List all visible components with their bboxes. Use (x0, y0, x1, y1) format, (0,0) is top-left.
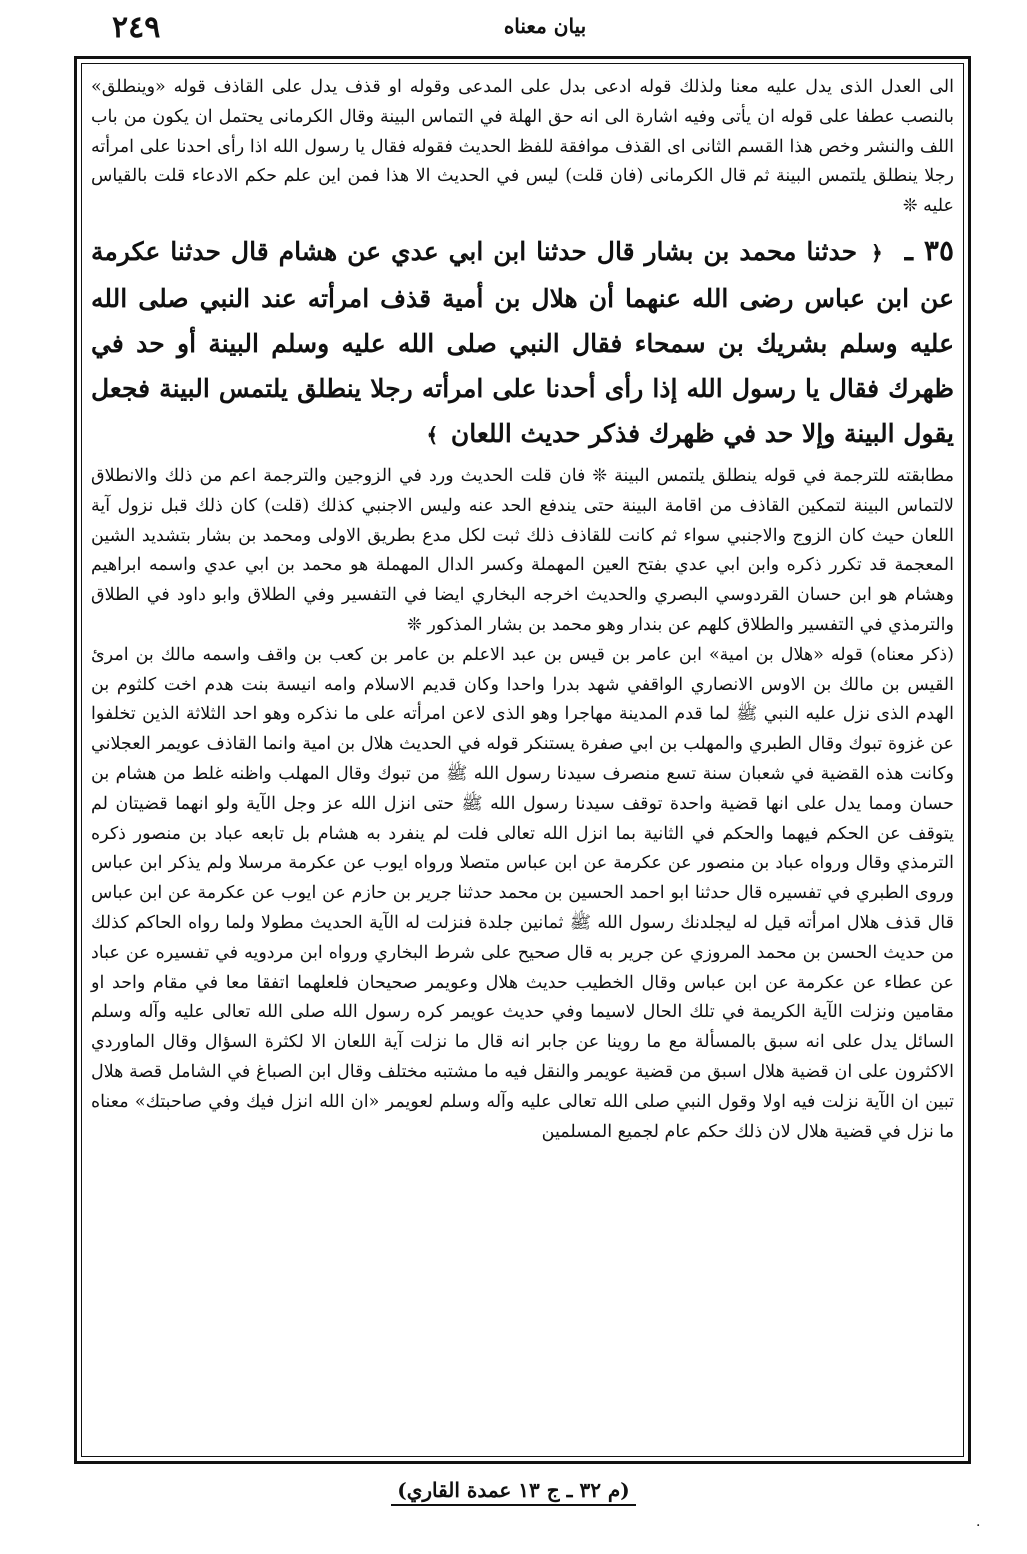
ornament-open-icon: ﴿ (871, 240, 883, 265)
text-frame (74, 56, 971, 1464)
running-head: بيان معناه (503, 14, 587, 38)
page-body (91, 73, 954, 1451)
corner-dot-icon: · (976, 1518, 981, 1534)
hadith-body: حدثنا محمد بن بشار قال حدثنا ابن ابي عدي عن هشام قال حدثنا عكرمة عن ابن عباس رضى الله عنهما أن هلال بن أمية قذف امرأته عند النبي صلى الله عليه وسلم بشريك بن سمحاء فقال النبي صلى الله عليه وسلم البينة أو حد في ظهرك فقال يا رسول الله إذا رأى أحدنا على امرأته رجلا ينطلق يلتمس البينة فجعل يقول البينة وإلا حد في ظهرك فذكر حديث اللعان (91, 236, 954, 448)
hadith-number: ٣٥ ـ (904, 233, 954, 267)
commentary-paragraph-3: (ذكر معناه) قوله «هلال بن امية» ابن عامر بن قيس بن عبد الاعلم بن عامر بن كعب بن واقف واسمه مالك بن امرئ القيس بن مالك بن الاوس الانصاري الواقفي شهد بدرا واحدا وكان قديم الاسلام وامه انيسة بنت هدم اخت كلثوم بن الهدم الذى نزل عليه النبي ﷺ لما قدم المدينة مهاجرا وهو الذى لاعن امرأته على ما نذكره وهو احد الثلاثة الذين تخلفوا عن غزوة تبوك وقال الطبري والمهلب بن ابي صفرة يستنكر قوله في الحديث هلال بن امية وانما القاذف عويمر العجلاني وكانت هذه القضية في شعبان سنة تسع منصرف سيدنا رسول الله ﷺ من تبوك وقال المهلب واظنه غلط من هشام بن حسان ومما يدل على انها قضية واحدة توقف سيدنا رسول الله ﷺ حتى انزل الله عز وجل الآية ولو انهما قضيتان لم يتوقف عن الحكم فيهما والحكم في الثانية بما انزل الله تعالى فلت لم ينفرد به هشام بل تابعه عباد بن منصور ذكره الترمذي وقال ورواه عباد بن منصور عن عكرمة عن ابن عباس متصلا ورواه ايوب عن عكرمة مرسلا ولم يذكر ابن عباس وروى الطبري في تفسيره قال حدثنا ابو احمد الحسين بن محمد حدثنا جرير بن حازم عن ايوب عن عكرمة عن ابن عباس قال قذف هلال امرأته قيل له ليجلدنك رسول الله ﷺ ثمانين جلدة فنزلت له الآية الحديث مطولا ولما رواه الحاكم كذلك من حديث الحسن بن محمد المروزي عن جرير به قال صحيح على شرط البخاري ورواه ابن مردويه في تفسيره عن عباد عن عطاء عن عكرمة عن ابن عباس وقال الخطيب حديث هلال وعويمر صحيحان فلعلهما اتفقا معا في مقام واحد او مقامين ونزلت الآية الكريمة في تلك الحال لاسيما وفي حديث عويمر كره رسول الله صلى الله تعالى عليه وآله وسلم السائل يدل على انه سبق بالمسألة مع ما روينا عن جابر انه قال ما نزلت آية اللعان الا لكثرة السؤال وقال الماوردي الاكثرون على ان قضية هلال اسبق من قضية عويمر والنقل فيه ما مشتبه مختلف وقال ابن الصباغ في الشامل قصة هلال تبين ان الآية نزلت فيه اولا وقول النبي صلى الله تعالى عليه وآله وسلم لعويمر «ان الله انزل فيك وفي صاحبتك» معناه ما نزل في قضية هلال لان ذلك حكم عام لجميع المسلمين (91, 644, 955, 1142)
commentary-paragraph-2: مطابقته للترجمة في قوله ينطلق يلتمس البينة ❊ فان قلت الحديث ورد في الزوجين والترجمة اعم من ذلك والانطلاق لالتماس البينة لتمكين القاذف من اقامة البينة حتى يندفع الحد عنه وليس الاجنبي كذلك (قلت) كان ذلك قبل نزول آية اللعان حيث كان الزوج والاجنبي سواء ثم كانت للقاذف ذلك ثبت لكل مدع بطريق الاولى ومحمد بن بشار بتشديد الشين المعجمة قد تكرر ذكره وابن ابي عدي بفتح العين المهملة وكسر الدال المهملة هو محمد بن ابي عدي واسمه ابراهيم وهشام هو ابن حسان القردوسي البصري والحديث اخرجه البخاري ايضا في التفسير وفي الطلاق وابو داود في الطلاق والترمذي في التفسير والطلاق كلهم عن بندار وهو محمد بن بشار المذكور ❊ (91, 465, 954, 635)
ornament-close-icon: ﴾ (426, 422, 439, 447)
page-number: ٢٤٩ (112, 10, 161, 45)
footer-signature (0, 1478, 1027, 1506)
signature-mark: (م ٣٢ ـ ج ١٣ عمدة القاري) (391, 1478, 636, 1506)
commentary-paragraph-1: الى العدل الذى يدل عليه معنا ولذلك قوله ادعى بدل على المدعى وقوله او قذف يدل على القاذف قوله «وينطلق» بالنصب عطفا على قوله ان يأتى وفيه اشارة الى انه حق الهلة في التماس البينة وقال الكرمانى يحتمل ان يكون من باب اللف والنشر وخص هذا القسم الثانى اى القذف موافقة للفظ الحديث فقوله فقال يا رسول الله اذا رأى احدنا على امرأته رجلا ينطلق يلتمس البينة ثم قال الكرمانى (فان قلت) ليس في الحديث الا هذا فمن اين علم حكم الادعاء قلت بالقياس عليه ❊ (91, 77, 954, 217)
hadith-text (91, 228, 954, 458)
